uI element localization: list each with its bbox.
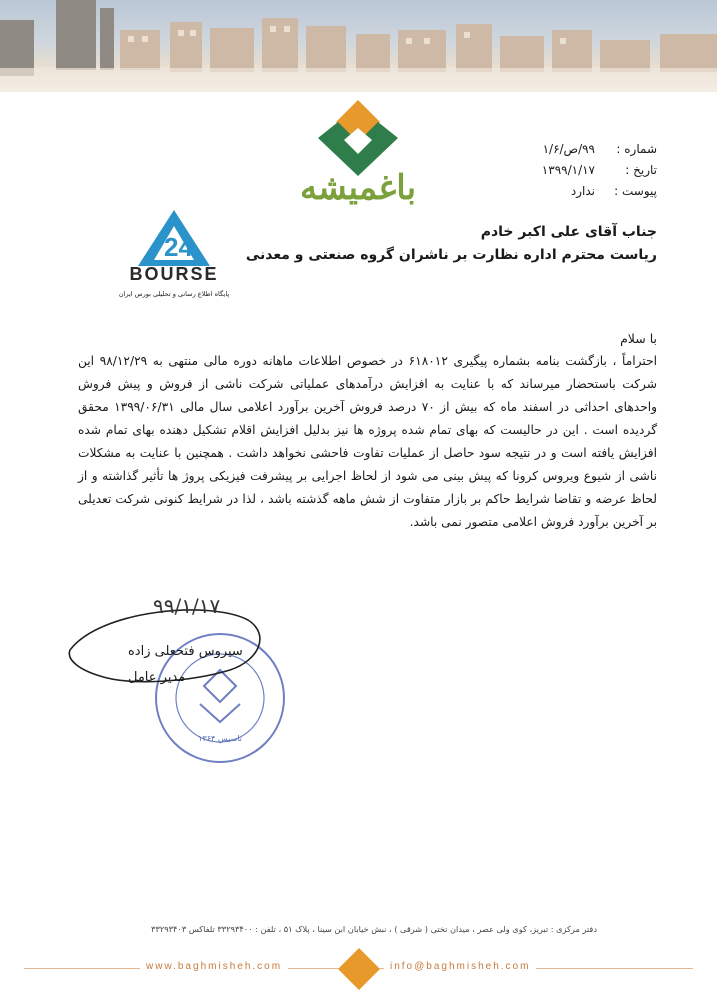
signature-date: ۹۹/۱/۱۷: [153, 594, 221, 618]
logo-diamond-icon: [288, 98, 428, 178]
bourse-logo: [118, 208, 230, 304]
footer-diamond-icon: [336, 946, 382, 992]
ref-number-value: ۹۹/ص/۱/۶: [542, 141, 595, 156]
reference-block: [487, 138, 657, 201]
footer-address: دفتر مرکزی : تبریز، کوی ولی عصر ، میدان تختی ( شرقی ) ، نبش خیابان ابن سینا ، پلاک ۵۱ ، تلفن : ۳۳۲۹۳۴۰۰ تلفاکس ۳۳۲۹۳۴۰۳: [151, 924, 597, 934]
footer-website: www.baghmisheh.com: [140, 961, 288, 972]
addressee-name: جناب آقای علی اکبر خادم: [480, 224, 657, 240]
ref-date-row: [487, 159, 657, 180]
signer-role: مدیر عامل: [128, 670, 186, 685]
ref-date-value: ۱۳۹۹/۱/۱۷: [541, 162, 595, 177]
addressee-block: [246, 224, 657, 263]
signature-area: [60, 590, 310, 790]
svg-text:24: 24: [164, 232, 193, 262]
footer-email: info@baghmisheh.com: [384, 961, 536, 972]
bourse-subtitle: پایگاه اطلاع رسانی و تحلیلی بورس ایران: [118, 290, 230, 298]
signer-name: سیروس فتحعلی زاده: [128, 644, 243, 659]
ref-number-row: [487, 138, 657, 159]
company-logo: [288, 98, 428, 224]
bourse-wordmark: BOURSE: [129, 264, 219, 284]
letter-greeting: با سلام: [620, 331, 657, 346]
logo-text: باغمیشه: [299, 168, 417, 208]
ref-attachment-value: ندارد: [570, 183, 595, 198]
header-skyline-banner: [0, 0, 717, 92]
addressee-title: ریاست محترم اداره نظارت بر ناشران گروه صنعتی و معدنی: [245, 247, 657, 263]
letter-body: احتراماً ، بازگشت بنامه بشماره پیگیری ۶۱۸۰۱۲ در خصوص اطلاعات ماهانه دوره مالی منتهی به ۹۸/۱۲/۲۹ این شرکت باستحضار میرساند که با عنایت به افزایش درآمدهای عملیاتی شرکت ناشی از فروش و پیش فروش واحدهای احداثی در اسفند ماه که بیش از ۷۰ درصد فروش آخرین برآورد اعلامی سال مالی ۱۳۹۹/۰۶/۳۱ محقق گردیده است . این در حالیست که بهای تمام شده پروژه ها نیز بدلیل افزایش اقلام تشکیل دهنده بهای تمام شده افزایش یافته است و در نتیجه سود حاصل از عملیات تفاوت فاحشی نخواهد داشت . همچنین با عنایت به مشکلات ناشی از شیوع ویروس کرونا که پیش بینی می شود از لحاظ اجرایی بر پیشرفت فیزیکی پروژ ها تأثیر گذاشته و از لحاظ عرضه و تقاضا شرایط حاکم بر بازار متفاوت از شش ماهه گذشته باشد ، لذا در شرایط کنونی شرکت تعدیلی بر آخرین برآورد فروش اعلامی متصور نمی باشد.: [78, 354, 658, 529]
ref-number-label: شماره :: [616, 141, 657, 156]
stamp-year: تاسیس ۱۳۶۴: [198, 734, 242, 743]
ref-date-label: تاریخ :: [625, 162, 657, 177]
bourse-triangle-icon: [118, 208, 230, 268]
ref-attachment-row: [487, 180, 657, 201]
ref-attachment-label: پیوست :: [614, 183, 657, 198]
